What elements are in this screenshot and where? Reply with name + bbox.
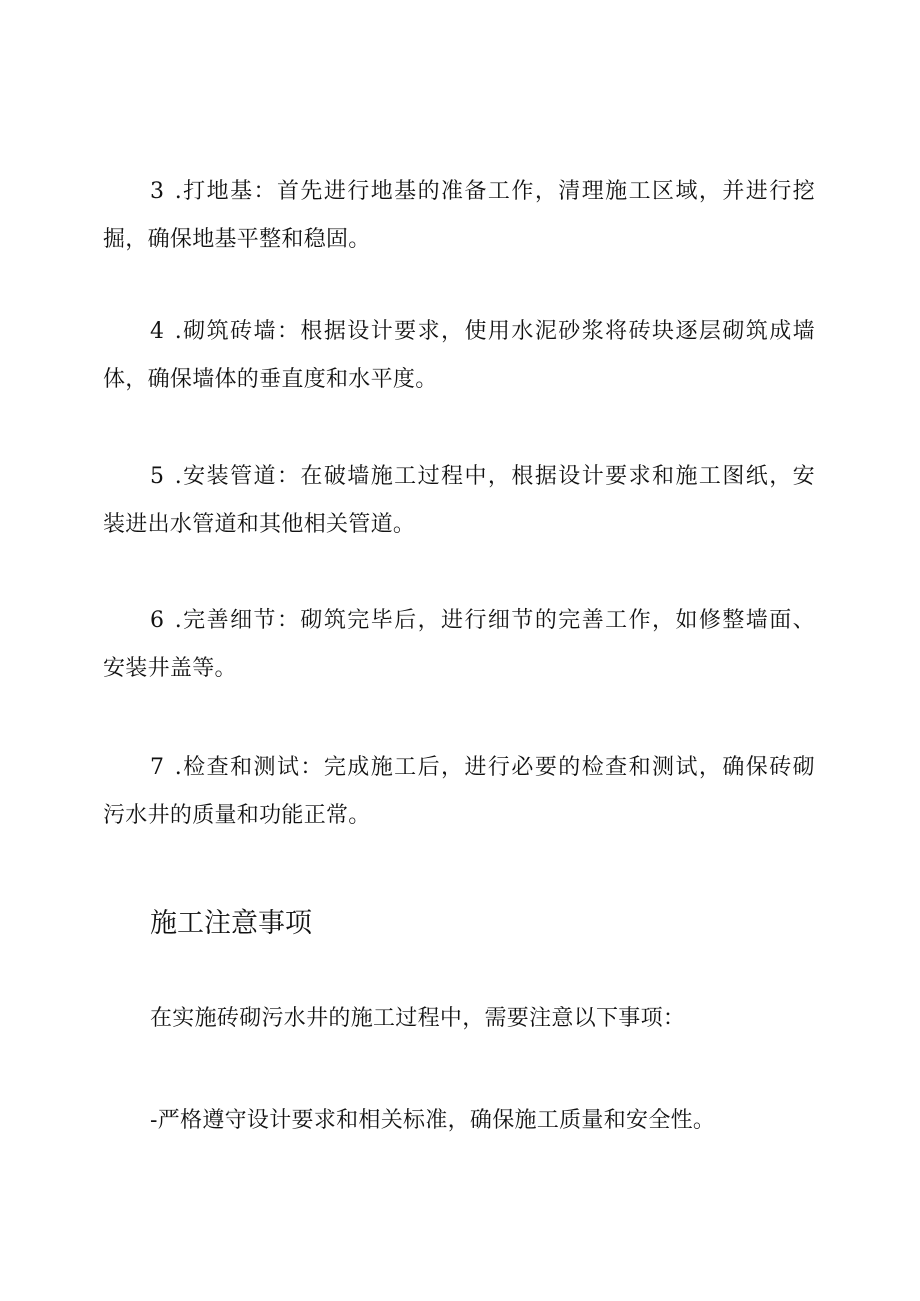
step-6-text-line1: .完善细节：砌筑完毕后，进行细节的完善工作，如修整墙面、 [174, 608, 815, 633]
step-7-paragraph [103, 744, 815, 840]
step-3-number: 3 [150, 179, 165, 204]
section-intro: 在实施砖砌污水井的施工过程中，需要注意以下事项： [150, 1006, 686, 1031]
step-7-number: 7 [150, 755, 165, 780]
step-4-first-line [103, 308, 815, 356]
step-6-first-line [103, 597, 815, 645]
step-3-text-line2: 掘，确保地基平整和稳固。 [103, 227, 371, 252]
section-heading: 施工注意事项 [150, 908, 312, 939]
step-5-number: 5 [150, 464, 165, 489]
step-5-paragraph [103, 453, 815, 549]
step-7-text-line2: 污水井的质量和功能正常。 [103, 803, 371, 828]
step-6-text-line2: 安装井盖等。 [103, 656, 237, 681]
step-3-text-line1: .打地基：首先进行地基的准备工作，清理施工区域，并进行挖 [174, 179, 815, 204]
step-5-text-line1: .安装管道：在破墙施工过程中，根据设计要求和施工图纸，安 [174, 464, 815, 489]
step-7-first-line [103, 744, 815, 792]
step-6-paragraph [103, 597, 815, 693]
step-3-paragraph [103, 168, 815, 264]
step-3-first-line [103, 168, 815, 216]
section-bullet-item: -严格遵守设计要求和相关标准，确保施工质量和安全性。 [150, 1108, 716, 1133]
step-4-number: 4 [150, 319, 165, 344]
step-6-number: 6 [150, 608, 165, 633]
step-5-text-line2: 装进出水管道和其他相关管道。 [103, 512, 416, 537]
step-5-first-line [103, 453, 815, 501]
step-4-paragraph [103, 308, 815, 404]
step-7-text-line1: .检查和测试：完成施工后，进行必要的检查和测试，确保砖砌 [174, 755, 815, 780]
step-4-text-line2: 体，确保墙体的垂直度和水平度。 [103, 367, 438, 392]
step-4-text-line1: .砌筑砖墙：根据设计要求，使用水泥砂浆将砖块逐层砌筑成墙 [174, 319, 815, 344]
